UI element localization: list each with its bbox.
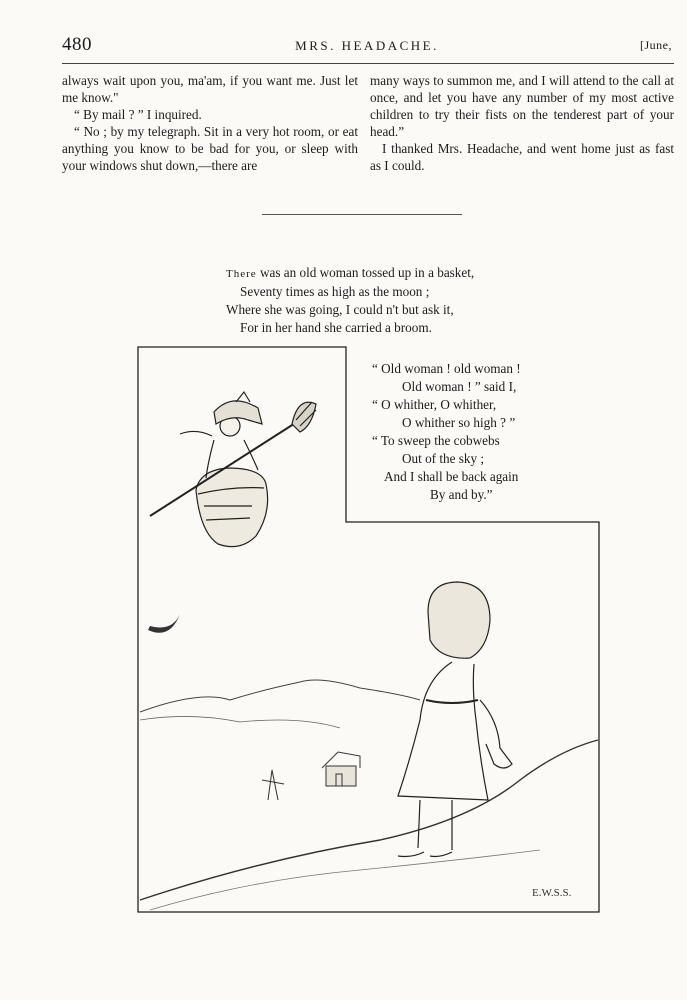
poem-line: Where she was going, I could n't but ask it, (226, 302, 454, 317)
header-rule (62, 63, 674, 64)
poem-line: Old woman ! ” said I, (402, 379, 517, 394)
running-title: MRS. HEADACHE. (295, 38, 439, 53)
story-paragraph: I thanked Mrs. Headache, and went home just as fast as I could. (370, 141, 674, 173)
poem-line: “ To sweep the cobwebs (372, 433, 500, 448)
poem-first-line-rest: was an old woman tossed up in a basket, (256, 265, 475, 280)
mountains (140, 680, 420, 712)
cottage (322, 752, 360, 786)
poem-line: And I shall be back again (384, 469, 519, 484)
poem-line: “ O whither, O whither, (372, 397, 497, 412)
illustration-frame (138, 347, 599, 912)
poem-line: O whither so high ? ” (402, 415, 516, 430)
poem-line: For in her hand she carried a broom. (240, 320, 432, 335)
hill-path (140, 740, 598, 900)
story-column-right (370, 72, 674, 174)
story-paragraph: many ways to summon me, and I will attend to the call at once, and let you have any number of my most active children to try their fists on the tenderest part of your head.” (370, 73, 674, 139)
poem-stanza-1 (226, 264, 474, 337)
page-number: 480 (62, 34, 92, 55)
story-paragraph: “ By mail ? ” I inquired. (74, 107, 202, 122)
poem-line: Out of the sky ; (402, 451, 485, 466)
section-divider (262, 214, 462, 215)
poem-first-word: There (226, 268, 257, 280)
artist-signature: E.W.S.S. (532, 887, 572, 899)
crescent-moon (148, 614, 180, 633)
woman-in-basket (150, 392, 316, 547)
poem-line: “ Old woman ! old woman ! (372, 361, 521, 376)
poem-line: Seventy times as high as the moon ; (240, 284, 430, 299)
story-column-left (62, 72, 358, 174)
month-label: [June, (640, 38, 672, 52)
poem-line (226, 264, 474, 283)
page-header (62, 34, 672, 58)
poem-line: By and by.” (430, 487, 493, 502)
story-paragraph: always wait upon you, ma'am, if you want me. Just let me know." (62, 73, 358, 105)
story-paragraph: “ No ; by my telegraph. Sit in a very hot room, or eat anything you know to be bad for you, or sleep with your windows shut down,—there are (62, 124, 358, 173)
tree-icon (262, 770, 284, 800)
poem-stanza-2 (372, 360, 521, 504)
little-girl (398, 582, 512, 857)
